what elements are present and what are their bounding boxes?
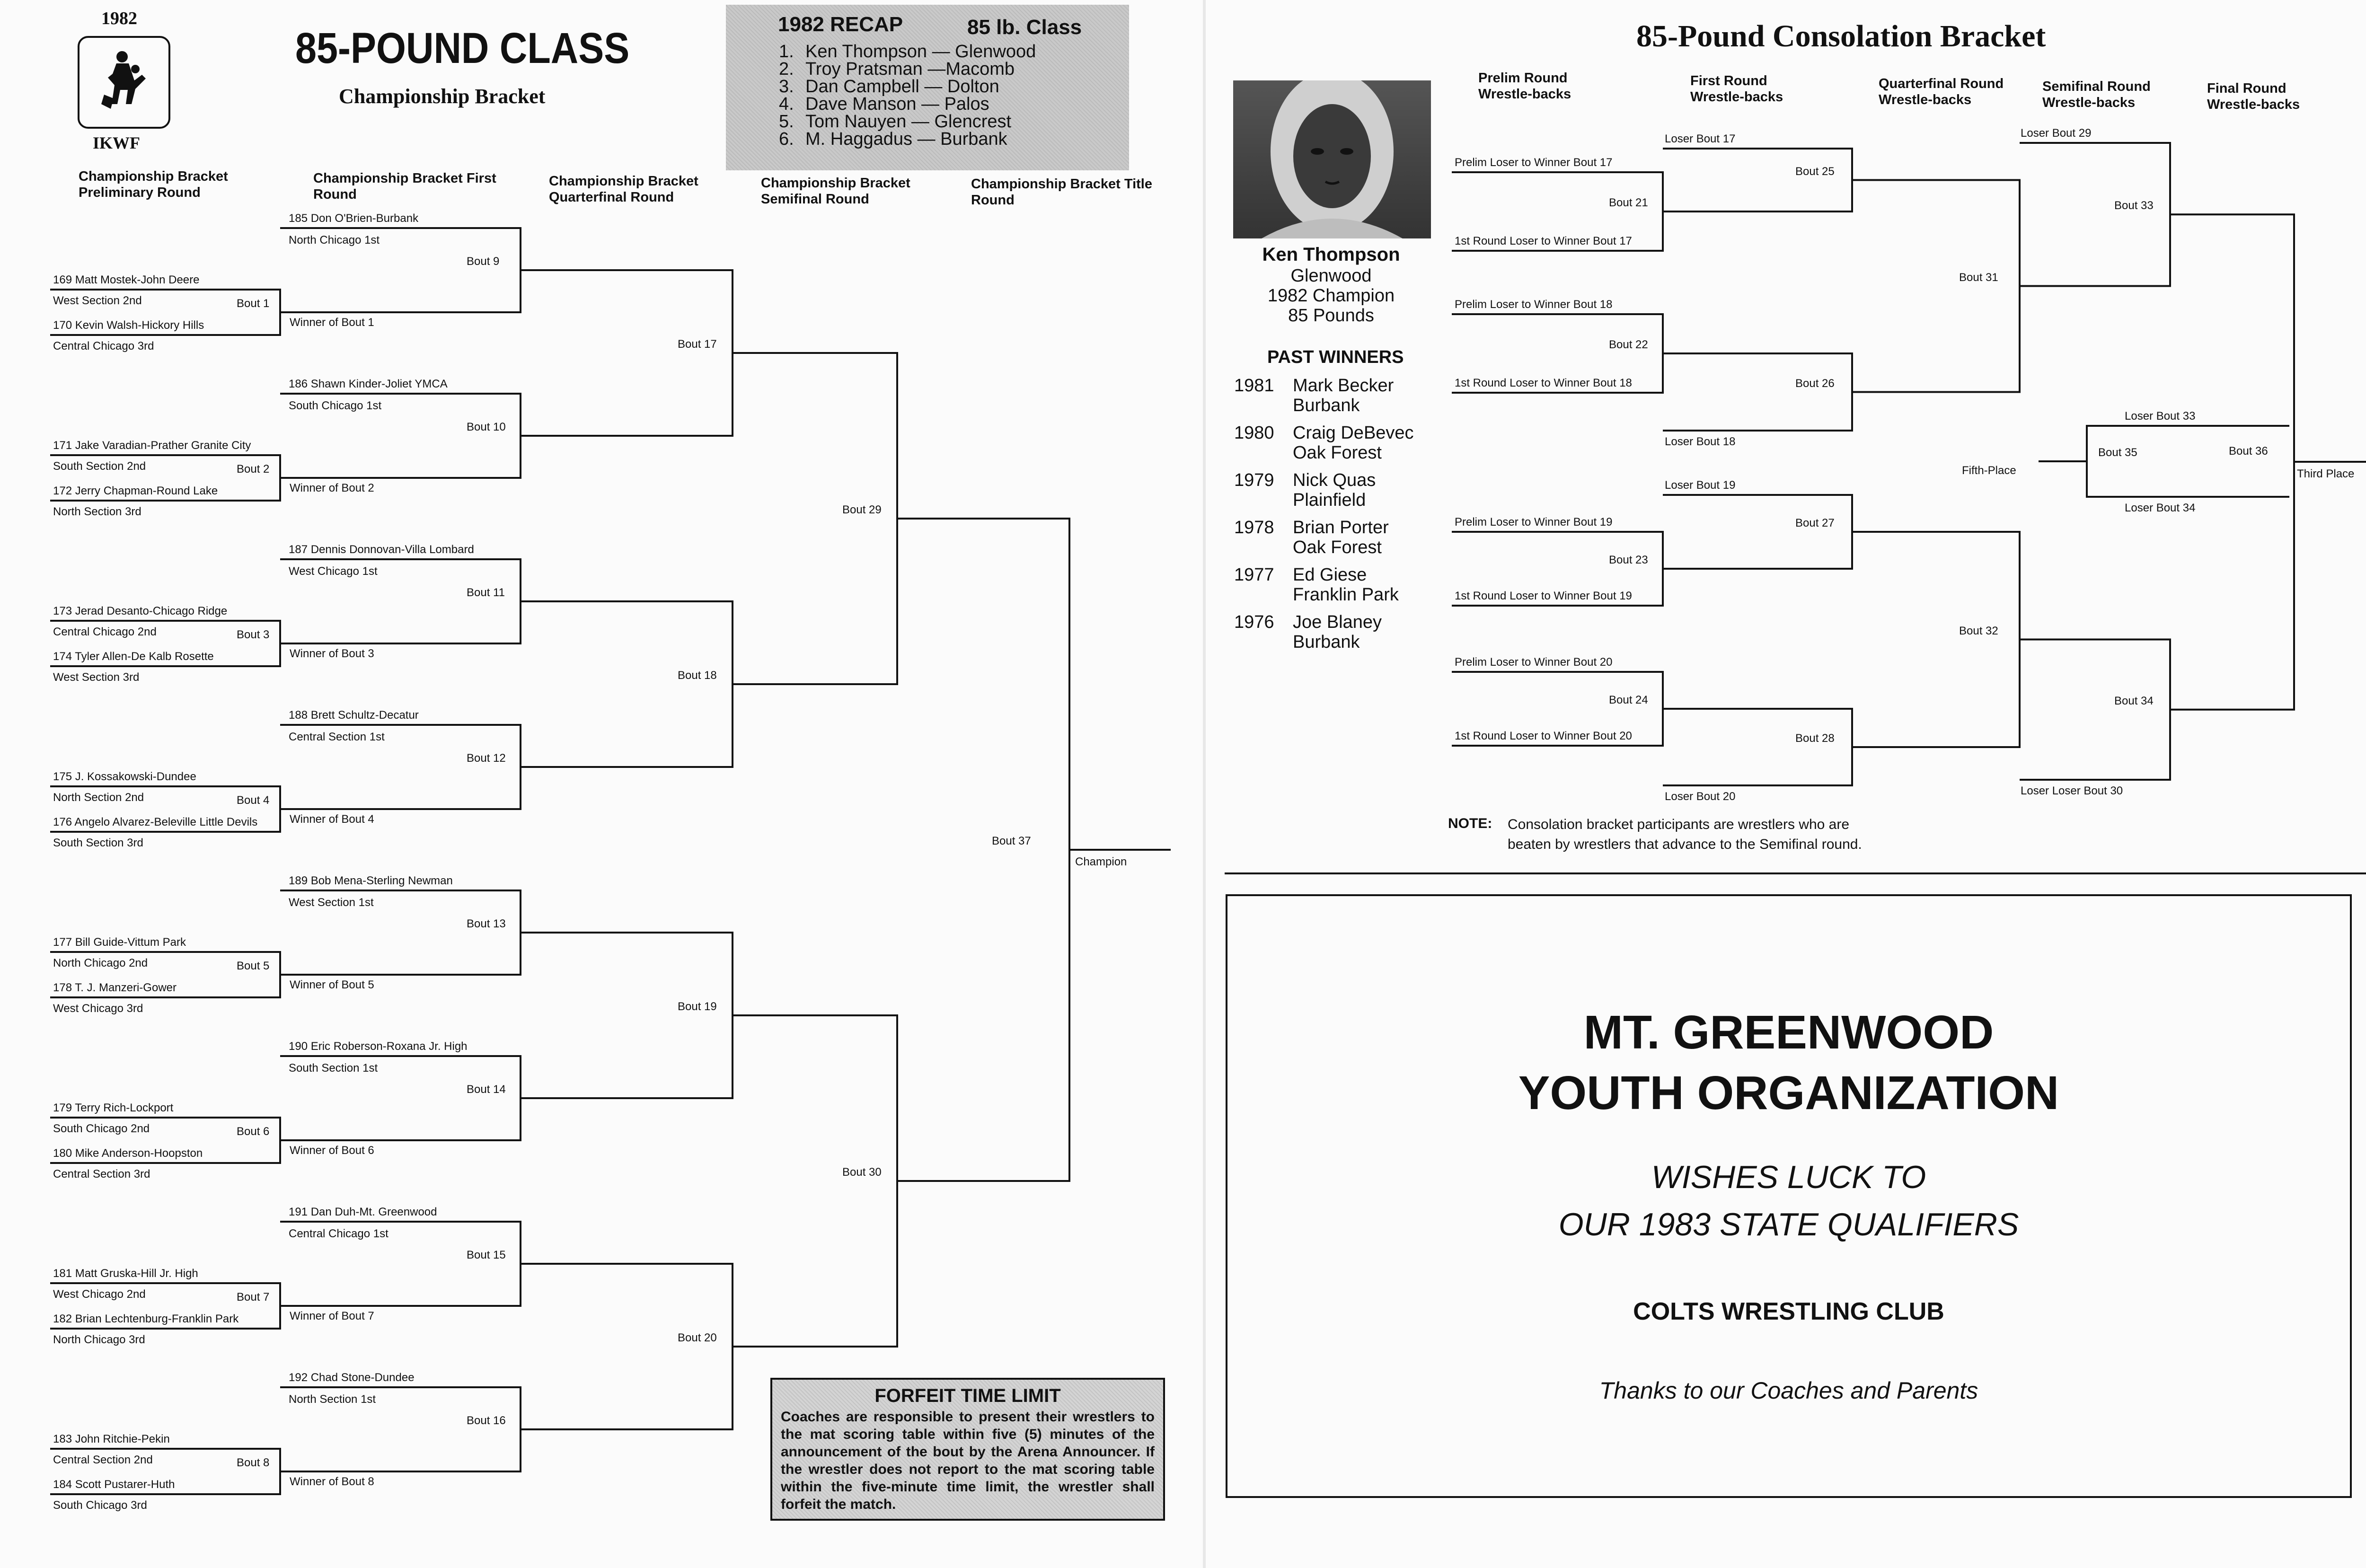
bout-label: Bout 37 bbox=[992, 835, 1031, 847]
cons-entry-label: Prelim Loser to Winner Bout 17 bbox=[1455, 156, 1613, 169]
page-title: 85-POUND CLASS bbox=[295, 24, 630, 72]
wrestler-section: West Chicago 2nd bbox=[53, 1288, 146, 1301]
past-winners-title: PAST WINNERS bbox=[1267, 347, 1404, 367]
ad-line2: YOUTH ORGANIZATION bbox=[1518, 1066, 2059, 1119]
wrestler-section: South Chicago 3rd bbox=[53, 1499, 147, 1512]
champion-school: Glenwood bbox=[1290, 266, 1372, 286]
consolation-title: 85-Pound Consolation Bracket bbox=[1636, 19, 2046, 53]
wrestler-name: 170 Kevin Walsh-Hickory Hills bbox=[53, 319, 204, 332]
wrestler-name: 173 Jerad Desanto-Chicago Ridge bbox=[53, 605, 228, 617]
champion-label: Champion bbox=[1075, 855, 1127, 868]
ad-line1: MT. GREENWOOD bbox=[1583, 1006, 1994, 1059]
semifinal-line bbox=[733, 1015, 897, 1347]
wrestler-name: 179 Terry Rich-Lockport bbox=[53, 1101, 174, 1114]
note-line2: beaten by wrestlers that advance to the Semifinal round. bbox=[1508, 837, 1862, 852]
bout-label: Bout 33 bbox=[2114, 199, 2154, 212]
bout-label: Bout 36 bbox=[2229, 445, 2268, 458]
forfeit-box bbox=[770, 1378, 1165, 1521]
cons-entry-label: 1st Round Loser to Winner Bout 20 bbox=[1455, 730, 1632, 742]
quarterfinal-line bbox=[521, 1264, 733, 1429]
bout-label: Bout 12 bbox=[467, 752, 506, 765]
bout-label: Bout 25 bbox=[1795, 165, 1835, 178]
cons-entry-label: Loser Bout 17 bbox=[1665, 132, 1736, 145]
place-label: Fifth-Place bbox=[1962, 464, 2016, 477]
past-winner-year: 1979 bbox=[1234, 470, 1274, 490]
past-winner-name: Joe Blaney bbox=[1293, 612, 1382, 632]
recap-rank: 4. bbox=[779, 94, 794, 114]
past-winner-school: Franklin Park bbox=[1293, 585, 1399, 605]
bout-label: Bout 19 bbox=[678, 1000, 717, 1013]
bout-label: Bout 9 bbox=[467, 255, 500, 268]
wrestler-name: 169 Matt Mostek-John Deere bbox=[53, 273, 200, 286]
wrestler-section: South Section 2nd bbox=[53, 460, 146, 473]
bout-label: Bout 17 bbox=[678, 338, 717, 351]
cons-header-final: Final Round Wrestle-backs bbox=[2207, 81, 2300, 112]
advertisement-box bbox=[1226, 894, 2352, 1498]
wrestler-section: North Section 1st bbox=[289, 1393, 376, 1406]
past-winner-school: Burbank bbox=[1293, 632, 1360, 652]
wrestler-section: North Section 2nd bbox=[53, 791, 144, 804]
wrestler-section: North Chicago 3rd bbox=[53, 1333, 145, 1346]
winner-label: Winner of Bout 1 bbox=[290, 316, 374, 329]
bout-label: Bout 34 bbox=[2114, 694, 2154, 707]
quarterfinal-line bbox=[521, 270, 733, 436]
cons-entry-label: Loser Bout 20 bbox=[1665, 790, 1736, 803]
cons-entry-label: Prelim Loser to Winner Bout 20 bbox=[1455, 656, 1613, 669]
wrestler-name: 191 Dan Duh-Mt. Greenwood bbox=[289, 1206, 437, 1218]
bout-label: Bout 15 bbox=[467, 1249, 506, 1261]
past-winner-year: 1981 bbox=[1234, 376, 1274, 396]
cons-quarter-line bbox=[1852, 532, 2020, 747]
semifinal-line bbox=[733, 353, 897, 684]
wrestler-section: Central Section 2nd bbox=[53, 1453, 153, 1466]
wrestler-name: 192 Chad Stone-Dundee bbox=[289, 1371, 415, 1384]
page-subtitle: Championship Bracket bbox=[339, 85, 546, 108]
round-header-prelim: Championship Bracket Preliminary Round bbox=[79, 169, 228, 200]
wrestler-section: Central Chicago 1st bbox=[289, 1227, 388, 1240]
recap-entry: M. Haggadus — Burbank bbox=[805, 129, 1007, 149]
third-place-bout-line bbox=[2170, 214, 2294, 710]
bout-label: Bout 1 bbox=[237, 297, 270, 310]
bout-label: Bout 16 bbox=[467, 1414, 506, 1427]
wrestler-name: 188 Brett Schultz-Decatur bbox=[289, 709, 419, 722]
wrestler-section: Central Chicago 2nd bbox=[53, 625, 157, 638]
bout-label: Bout 6 bbox=[237, 1125, 270, 1138]
ad-line4: OUR 1983 STATE QUALIFIERS bbox=[1558, 1207, 2019, 1242]
wrestler-name: 174 Tyler Allen-De Kalb Rosette bbox=[53, 650, 214, 663]
past-winner-year: 1976 bbox=[1234, 612, 1274, 632]
wrestler-section: South Chicago 2nd bbox=[53, 1122, 150, 1135]
winner-label: Winner of Bout 5 bbox=[290, 978, 374, 991]
recap-heading: 1982 RECAP bbox=[778, 13, 903, 36]
bout-label: Bout 27 bbox=[1795, 517, 1835, 529]
wrestler-section: South Chicago 1st bbox=[289, 399, 382, 412]
wrestler-section: West Section 3rd bbox=[53, 671, 140, 684]
bout-label: Bout 5 bbox=[237, 960, 270, 972]
cons-entry-label: Loser Bout 19 bbox=[1665, 479, 1736, 492]
bout-label: Bout 35 bbox=[2098, 446, 2137, 459]
bout-label: Bout 23 bbox=[1609, 554, 1648, 566]
recap-rank: 5. bbox=[779, 112, 794, 132]
wrestler-name: 171 Jake Varadian-Prather Granite City bbox=[53, 439, 251, 452]
past-winner-name: Nick Quas bbox=[1293, 470, 1376, 490]
cons-entry-label: Loser Bout 33 bbox=[2125, 410, 2196, 423]
forfeit-text: Coaches are responsible to present their wrestlers to the mat scoring table within five (5) minutes of the announcement of the bout by the Arena Announcer. If the wrestler does not report to the mat scoring table within the five-minute time limit, the wrestler shall forfeit the match. bbox=[781, 1409, 1155, 1512]
recap-entry: Ken Thompson — Glenwood bbox=[805, 42, 1036, 62]
bout-label: Bout 21 bbox=[1609, 196, 1648, 209]
wrestler-name: 172 Jerry Chapman-Round Lake bbox=[53, 484, 218, 497]
round-header-first: Championship Bracket First Round bbox=[313, 171, 496, 202]
quarterfinal-line bbox=[521, 601, 733, 767]
logo-org: IKWF bbox=[93, 133, 141, 152]
cons-semi-line bbox=[2020, 640, 2170, 780]
bout-label: Bout 26 bbox=[1795, 377, 1835, 390]
champion-line2: 85 Pounds bbox=[1288, 306, 1374, 326]
past-winner-school: Oak Forest bbox=[1293, 443, 1382, 463]
cons-header-quarter: Quarterfinal Round Wrestle-backs bbox=[1879, 76, 2004, 107]
past-winner-school: Oak Forest bbox=[1293, 537, 1382, 557]
winner-label: Winner of Bout 6 bbox=[290, 1144, 374, 1157]
bout-label: Bout 10 bbox=[467, 421, 506, 433]
ad-line3: WISHES LUCK TO bbox=[1651, 1159, 1926, 1195]
wrestler-name: 181 Matt Gruska-Hill Jr. High bbox=[53, 1267, 198, 1280]
logo-year: 1982 bbox=[101, 9, 137, 28]
bout-label: Bout 3 bbox=[237, 628, 270, 641]
bout-label: Bout 7 bbox=[237, 1291, 270, 1304]
bout-label: Bout 2 bbox=[237, 463, 270, 476]
wrestler-section: Central Section 1st bbox=[289, 731, 385, 743]
round-header-quarter: Championship Bracket Quarterfinal Round bbox=[549, 174, 698, 205]
wrestler-name: 186 Shawn Kinder-Joliet YMCA bbox=[289, 378, 448, 390]
cons-entry-label: 1st Round Loser to Winner Bout 19 bbox=[1455, 590, 1632, 602]
title-bout-line bbox=[897, 519, 1069, 1181]
cons-first-round-line bbox=[1663, 149, 1852, 211]
wrestler-section: South Section 1st bbox=[289, 1062, 378, 1075]
bout-label: Bout 11 bbox=[467, 586, 505, 599]
cons-entry-label: Loser Bout 29 bbox=[2021, 127, 2092, 140]
quarterfinal-line bbox=[521, 933, 733, 1098]
wrestler-name: 185 Don O'Brien-Burbank bbox=[289, 212, 419, 225]
cons-quarter-line bbox=[1852, 180, 2020, 392]
wrestler-section: North Chicago 2nd bbox=[53, 957, 148, 969]
wrestler-section: West Chicago 1st bbox=[289, 565, 378, 578]
right-page bbox=[1206, 0, 2366, 1568]
recap-entry: Troy Pratsman —Macomb bbox=[805, 59, 1015, 79]
fifth-place-line bbox=[2087, 426, 2289, 497]
bout-label: Bout 31 bbox=[1959, 271, 1998, 284]
bout-label: Bout 32 bbox=[1959, 624, 1998, 637]
note-label: NOTE: bbox=[1448, 816, 1492, 831]
cons-header-prelim: Prelim Round Wrestle-backs bbox=[1478, 70, 1571, 102]
bout-label: Bout 14 bbox=[467, 1083, 506, 1096]
round-header-title: Championship Bracket Title Round bbox=[971, 176, 1152, 208]
cons-entry-label: Prelim Loser to Winner Bout 19 bbox=[1455, 516, 1613, 529]
recap-entry: Dave Manson — Palos bbox=[805, 94, 989, 114]
winner-label: Winner of Bout 7 bbox=[290, 1310, 374, 1322]
wrestler-section: South Section 3rd bbox=[53, 837, 143, 849]
note-line1: Consolation bracket participants are wrestlers who are bbox=[1508, 817, 1850, 832]
bout-label: Bout 8 bbox=[237, 1456, 270, 1469]
cons-entry-label: 1st Round Loser to Winner Bout 17 bbox=[1455, 235, 1632, 247]
recap-class: 85 lb. Class bbox=[967, 16, 1082, 39]
cons-entry-label: 1st Round Loser to Winner Bout 18 bbox=[1455, 377, 1632, 389]
past-winner-name: Ed Giese bbox=[1293, 565, 1367, 585]
bout-label: Bout 22 bbox=[1609, 338, 1648, 351]
wrestler-name: 180 Mike Anderson-Hoopston bbox=[53, 1147, 203, 1160]
recap-rank: 1. bbox=[779, 42, 794, 62]
recap-rank: 6. bbox=[779, 129, 794, 149]
past-winner-school: Plainfield bbox=[1293, 490, 1366, 510]
wrestler-section: West Section 2nd bbox=[53, 294, 142, 307]
winner-label: Winner of Bout 2 bbox=[290, 482, 374, 494]
past-winner-year: 1977 bbox=[1234, 565, 1274, 585]
past-winner-name: Craig DeBevec bbox=[1293, 423, 1414, 443]
recap-entry: Tom Nauyen — Glencrest bbox=[805, 112, 1012, 132]
bout-label: Bout 28 bbox=[1795, 732, 1835, 745]
past-winner-name: Mark Becker bbox=[1293, 376, 1394, 396]
bout-label: Bout 20 bbox=[678, 1331, 717, 1344]
cons-entry-label: Loser Bout 18 bbox=[1665, 435, 1736, 448]
cons-entry-label: Loser Bout 34 bbox=[2125, 502, 2196, 514]
wrestler-name: 175 J. Kossakowski-Dundee bbox=[53, 770, 196, 783]
wrestler-section: North Section 3rd bbox=[53, 505, 141, 518]
bout-label: Bout 24 bbox=[1609, 694, 1648, 706]
page-divider bbox=[1225, 872, 2366, 874]
winner-label: Winner of Bout 8 bbox=[290, 1475, 374, 1488]
wrestler-section: Central Section 3rd bbox=[53, 1168, 150, 1180]
champion-line1: 1982 Champion bbox=[1267, 286, 1395, 306]
wrestler-name: 178 T. J. Manzeri-Gower bbox=[53, 981, 177, 994]
wrestler-name: 182 Brian Lechtenburg-Franklin Park bbox=[53, 1313, 239, 1325]
wrestler-name: 176 Angelo Alvarez-Beleville Little Devils bbox=[53, 816, 258, 828]
past-winner-name: Brian Porter bbox=[1293, 518, 1389, 537]
round-header-semi: Championship Bracket Semifinal Round bbox=[761, 176, 910, 207]
wrestler-name: 177 Bill Guide-Vittum Park bbox=[53, 936, 186, 949]
cons-first-round-line bbox=[1663, 709, 1852, 785]
winner-label: Winner of Bout 3 bbox=[290, 647, 374, 660]
wrestler-section: West Section 1st bbox=[289, 896, 374, 909]
place-label: Third Place bbox=[2297, 467, 2355, 480]
cons-semi-line bbox=[2020, 143, 2170, 286]
bout-label: Bout 29 bbox=[842, 503, 882, 516]
cons-header-first: First Round Wrestle-backs bbox=[1690, 73, 1783, 105]
recap-rank: 3. bbox=[779, 77, 794, 97]
wrestler-name: 190 Eric Roberson-Roxana Jr. High bbox=[289, 1040, 468, 1053]
wrestler-name: 189 Bob Mena-Sterling Newman bbox=[289, 874, 453, 887]
recap-entry: Dan Campbell — Dolton bbox=[805, 77, 999, 97]
past-winner-year: 1978 bbox=[1234, 518, 1274, 537]
cons-first-round-line bbox=[1663, 353, 1852, 431]
champion-name: Ken Thompson bbox=[1262, 244, 1400, 265]
ad-line6: Thanks to our Coaches and Parents bbox=[1599, 1377, 1978, 1404]
past-winner-year: 1980 bbox=[1234, 423, 1274, 443]
forfeit-title: FORFEIT TIME LIMIT bbox=[874, 1385, 1061, 1406]
wrestler-name: 184 Scott Pustarer-Huth bbox=[53, 1478, 175, 1491]
cons-entry-label: Loser Loser Bout 30 bbox=[2021, 784, 2123, 797]
cons-entry-label: Prelim Loser to Winner Bout 18 bbox=[1455, 298, 1613, 311]
cons-header-semi: Semifinal Round Wrestle-backs bbox=[2042, 79, 2151, 110]
recap-rank: 2. bbox=[779, 59, 794, 79]
wrestler-name: 183 John Ritchie-Pekin bbox=[53, 1433, 170, 1445]
ad-line5: COLTS WRESTLING CLUB bbox=[1633, 1298, 1944, 1325]
bout-label: Bout 30 bbox=[842, 1166, 882, 1179]
wrestler-section: West Chicago 3rd bbox=[53, 1002, 143, 1015]
bout-label: Bout 4 bbox=[237, 794, 270, 807]
bout-label: Bout 18 bbox=[678, 669, 717, 682]
wrestler-name: 187 Dennis Donnovan-Villa Lombard bbox=[289, 543, 474, 556]
wrestler-section: North Chicago 1st bbox=[289, 234, 380, 247]
winner-label: Winner of Bout 4 bbox=[290, 813, 374, 826]
bout-label: Bout 13 bbox=[467, 917, 506, 930]
cons-first-round-line bbox=[1663, 495, 1852, 569]
wrestler-section: Central Chicago 3rd bbox=[53, 340, 154, 352]
past-winner-school: Burbank bbox=[1293, 396, 1360, 415]
